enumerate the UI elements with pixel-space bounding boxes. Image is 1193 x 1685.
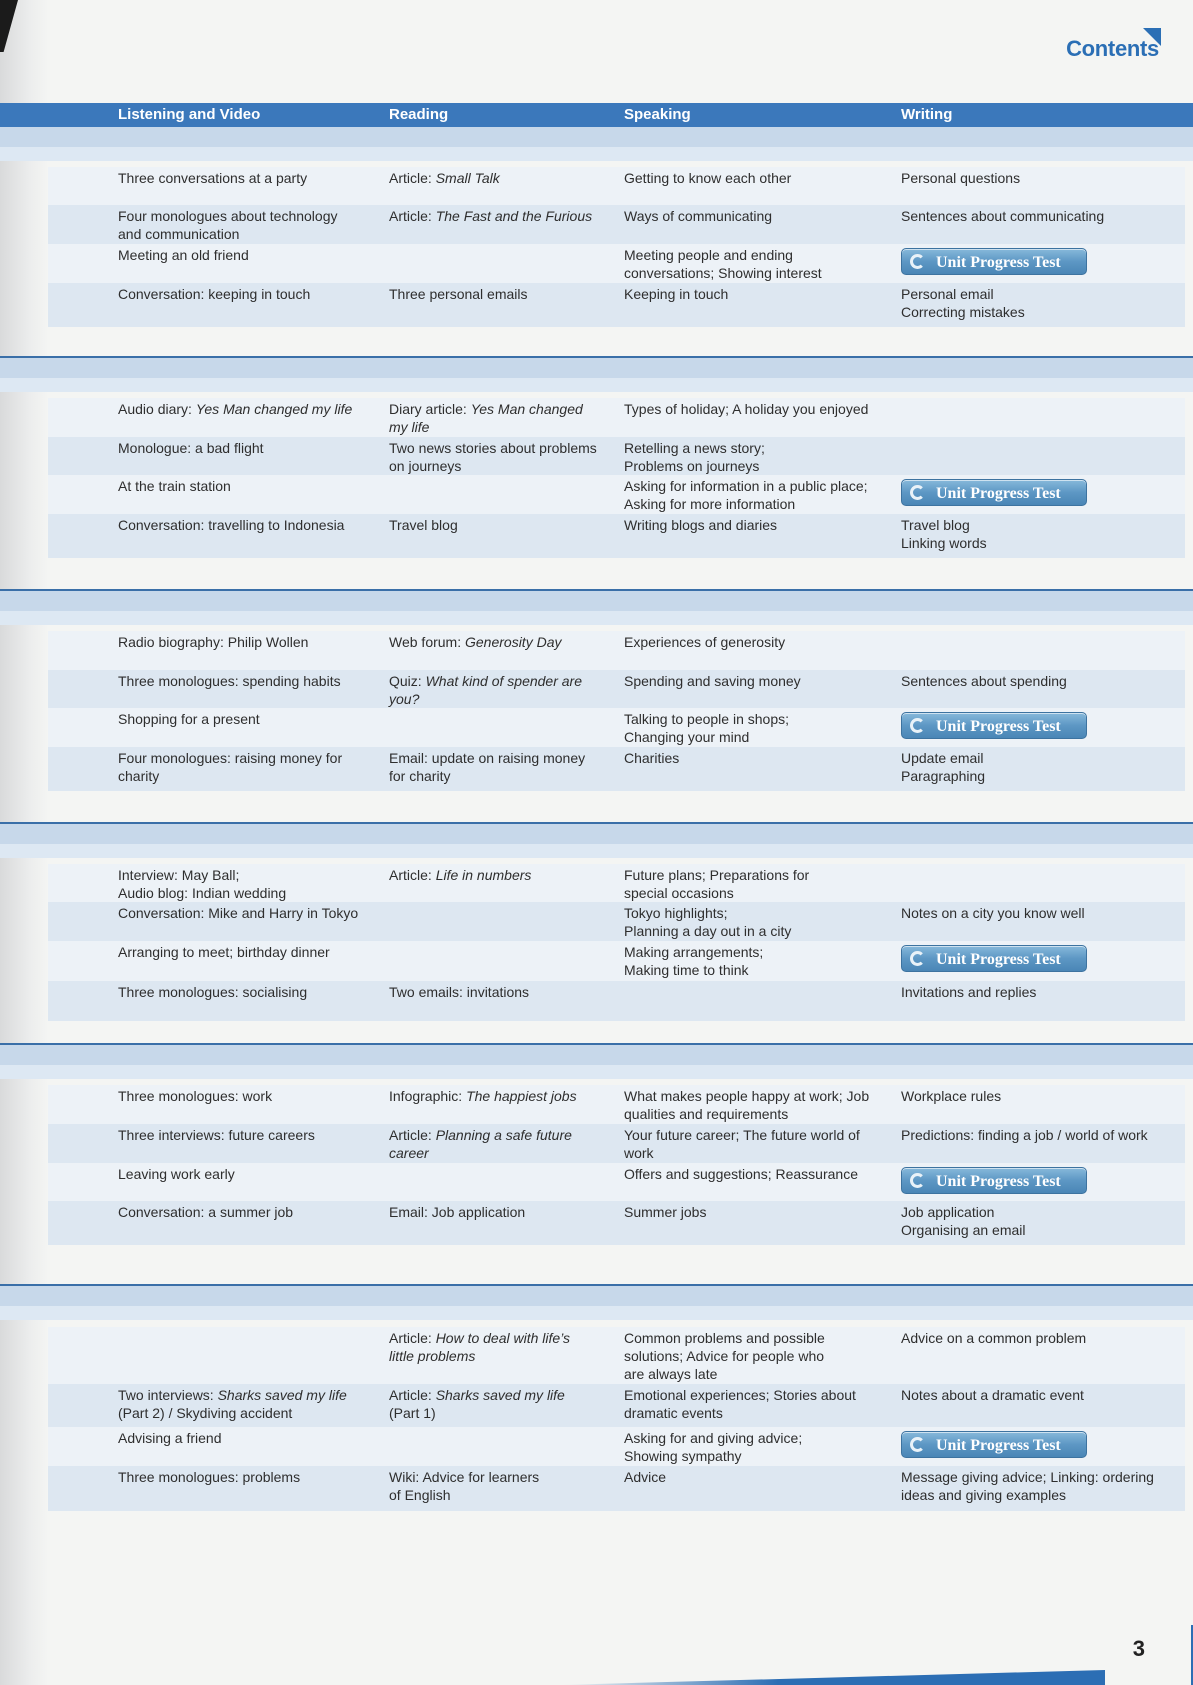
cell-line: [389, 400, 604, 418]
cell-line: Advising a friend: [118, 1430, 222, 1446]
cell-line: Common problems and possible: [624, 1330, 825, 1346]
unit-progress-test-button[interactable]: [901, 1167, 1087, 1194]
text-segment: Article:: [389, 1127, 436, 1143]
table-row: [48, 205, 1185, 244]
italic-title: What kind of spender are: [425, 673, 582, 689]
cell-line: charity: [118, 768, 160, 784]
table-row: [48, 981, 1185, 1021]
cell-line: Conversation: keeping in touch: [118, 286, 311, 302]
writing-cell: [901, 1468, 1176, 1504]
reading-cell: [389, 1203, 604, 1221]
cell-line: on journeys: [389, 458, 462, 474]
cell-line: (Part 1): [389, 1405, 436, 1421]
bottom-accent-bar: [560, 1670, 1105, 1685]
listening-cell: [118, 1429, 383, 1447]
text-segment: Audio diary:: [118, 401, 196, 417]
speaking-cell: [624, 400, 886, 418]
cell-line: Making arrangements;: [624, 944, 764, 960]
cell-line: Three monologues: problems: [118, 1469, 301, 1485]
writing-cell: [901, 207, 1176, 225]
unit-progress-test-button[interactable]: [901, 248, 1087, 275]
listening-cell: [118, 169, 383, 187]
cell-line: Notes on a city you know well: [901, 905, 1085, 921]
cell-line: Predictions: finding a job / world of work: [901, 1127, 1148, 1143]
cell-line: [389, 1386, 604, 1404]
cell-line: Three conversations at a party: [118, 170, 308, 186]
reading-cell: [389, 1386, 604, 1422]
cell-line: Three personal emails: [389, 286, 528, 302]
refresh-circle-icon: [910, 1173, 925, 1188]
cell-line: Writing blogs and diaries: [624, 517, 778, 533]
cell-line: Changing your mind: [624, 729, 750, 745]
reading-cell: [389, 516, 604, 534]
listening-cell: [118, 207, 383, 243]
table-row: [48, 631, 1185, 670]
reading-cell: [389, 207, 604, 225]
cell-line: Paragraphing: [901, 768, 986, 784]
speaking-cell: [624, 516, 886, 534]
writing-cell: [901, 672, 1176, 690]
cell-line: Notes about a dramatic event: [901, 1387, 1084, 1403]
cell-line: Job application: [901, 1204, 995, 1220]
cell-line: Types of holiday; A holiday you enjoyed: [624, 401, 869, 417]
cell-line: Meeting an old friend: [118, 247, 249, 263]
cell-line: Making time to think: [624, 962, 749, 978]
cell-line: Conversation: Mike and Harry in Tokyo: [118, 905, 359, 921]
cell-line: Update email: [901, 750, 984, 766]
cell-line: Meeting people and ending: [624, 247, 793, 263]
cell-line: Ways of communicating: [624, 208, 773, 224]
cell-line: Two emails: invitations: [389, 984, 530, 1000]
table-row: [48, 1384, 1185, 1427]
listening-cell: [118, 904, 383, 922]
reading-cell: [389, 1468, 604, 1504]
speaking-cell: [624, 1386, 886, 1422]
table-row: [48, 437, 1185, 475]
unit-header-band: [0, 358, 1193, 378]
speaking-cell: [624, 633, 886, 651]
listening-cell: [118, 672, 383, 690]
speaking-cell: [624, 1329, 886, 1383]
cell-line: Two news stories about problems: [389, 440, 597, 456]
listening-cell: [118, 1386, 383, 1422]
italic-title: my life: [389, 419, 430, 435]
cell-line: (Part 2) / Skydiving accident: [118, 1405, 293, 1421]
table-row: [48, 283, 1185, 327]
cell-line: and communication: [118, 226, 240, 242]
table-row: [48, 708, 1185, 747]
cell-line: Invitations and replies: [901, 984, 1037, 1000]
cell-line: Interview: May Ball;: [118, 867, 240, 883]
speaking-cell: [624, 710, 886, 746]
cell-line: Planning a day out in a city: [624, 923, 792, 939]
italic-title: The Fast and the Furious: [435, 208, 593, 224]
cell-line: [389, 672, 604, 690]
italic-title: Sharks saved my life: [435, 1387, 565, 1403]
speaking-cell: [624, 1165, 886, 1183]
speaking-cell: [624, 169, 886, 187]
unit-progress-test-button[interactable]: [901, 479, 1087, 506]
cell-line: Three monologues: work: [118, 1088, 273, 1104]
unit-progress-test-label: Unit Progress Test: [936, 951, 1061, 968]
table-row: [48, 747, 1185, 791]
listening-cell: [118, 1087, 383, 1105]
cell-line: Asking for more information: [624, 496, 796, 512]
cell-line: [389, 866, 604, 884]
cell-line: Audio blog: Indian wedding: [118, 885, 287, 901]
cell-line: Future plans; Preparations for: [624, 867, 810, 883]
cell-line: Shopping for a present: [118, 711, 260, 727]
text-segment: Web forum:: [389, 634, 465, 650]
cell-line: Travel blog: [901, 517, 970, 533]
unit-progress-test-label: Unit Progress Test: [936, 254, 1061, 271]
cell-line: Tokyo highlights;: [624, 905, 728, 921]
writing-cell: [901, 169, 1176, 187]
cell-line: Three interviews: future careers: [118, 1127, 315, 1143]
cell-line: Emotional experiences; Stories about: [624, 1387, 856, 1403]
cell-line: [118, 400, 383, 418]
italic-title: How to deal with life’s: [435, 1330, 571, 1346]
unit-progress-test-button[interactable]: [901, 1431, 1087, 1458]
text-segment: Article:: [389, 208, 436, 224]
cell-line: Wiki: Advice for learners: [389, 1469, 540, 1485]
cell-line: What makes people happy at work; Job: [624, 1088, 870, 1104]
listening-cell: [118, 1468, 383, 1486]
text-segment: Article:: [389, 170, 436, 186]
cell-line: Experiences of generosity: [624, 634, 786, 650]
text-segment: Diary article:: [389, 401, 471, 417]
table-row: [48, 902, 1185, 941]
table-row: [48, 475, 1185, 514]
cell-line: Advice: [624, 1469, 667, 1485]
cell-line: work: [624, 1145, 654, 1161]
listening-cell: [118, 633, 383, 651]
reading-cell: [389, 1087, 604, 1105]
italic-title: The happiest jobs: [466, 1088, 577, 1104]
unit-progress-test-label: Unit Progress Test: [936, 1173, 1061, 1190]
writing-cell: [901, 516, 1176, 552]
cell-line: Email: update on raising money: [389, 750, 586, 766]
listening-cell: [118, 983, 383, 1001]
table-row: [48, 670, 1185, 708]
cell-line: dramatic events: [624, 1405, 723, 1421]
table-row: [48, 514, 1185, 558]
listening-cell: [118, 516, 383, 534]
speaking-cell: [624, 246, 886, 282]
unit-header-band: [0, 1286, 1193, 1306]
cell-line: At the train station: [118, 478, 231, 494]
refresh-circle-icon: [910, 951, 925, 966]
writing-cell: [901, 749, 1176, 785]
cell-line: Four monologues: raising money for: [118, 750, 343, 766]
cell-line: Retelling a news story;: [624, 440, 765, 456]
cell-line: Problems on journeys: [624, 458, 760, 474]
cell-line: of English: [389, 1487, 451, 1503]
cell-line: ideas and giving examples: [901, 1487, 1066, 1503]
reading-cell: [389, 749, 604, 785]
cell-line: Asking for and giving advice;: [624, 1430, 803, 1446]
cell-line: Leaving work early: [118, 1166, 235, 1182]
speaking-cell: [624, 749, 886, 767]
unit-progress-test-label: Unit Progress Test: [936, 485, 1061, 502]
italic-title: Sharks saved my life: [217, 1387, 347, 1403]
cell-line: Summer jobs: [624, 1204, 707, 1220]
italic-title: Generosity Day: [465, 634, 562, 650]
cell-line: Advice on a common problem: [901, 1330, 1087, 1346]
cell-line: Talking to people in shops;: [624, 711, 789, 727]
listening-cell: [118, 710, 383, 728]
writing-cell: [901, 904, 1176, 922]
listening-cell: [118, 246, 383, 264]
table-row: [48, 398, 1185, 437]
cell-line: qualities and requirements: [624, 1106, 789, 1122]
cell-line: Workplace rules: [901, 1088, 1002, 1104]
cell-line: conversations; Showing interest: [624, 265, 822, 281]
unit-header-band: [0, 1045, 1193, 1065]
writing-cell: [901, 285, 1176, 321]
cell-line: [389, 1347, 604, 1365]
cell-line: are always late: [624, 1366, 718, 1382]
listening-cell: [118, 866, 383, 902]
cell-line: Personal email: [901, 286, 994, 302]
cell-line: Organising an email: [901, 1222, 1026, 1238]
cell-line: Sentences about spending: [901, 673, 1067, 689]
cell-line: Your future career; The future world of: [624, 1127, 860, 1143]
speaking-cell: [624, 1429, 886, 1465]
italic-title: little problems: [389, 1348, 476, 1364]
speaking-cell: [624, 207, 886, 225]
refresh-circle-icon: [910, 254, 925, 269]
reading-cell: [389, 169, 604, 187]
italic-title: career: [389, 1145, 429, 1161]
cell-line: [389, 1126, 604, 1144]
cell-line: Conversation: travelling to Indonesia: [118, 517, 345, 533]
speaking-cell: [624, 477, 886, 513]
speaking-cell: [624, 866, 886, 902]
italic-title: Yes Man changed: [470, 401, 583, 417]
writing-cell: [901, 1126, 1176, 1144]
cell-line: Conversation: a summer job: [118, 1204, 294, 1220]
italic-title: Yes Man changed my life: [195, 401, 353, 417]
cell-line: [389, 1144, 604, 1162]
cell-line: Travel blog: [389, 517, 458, 533]
writing-cell: [901, 1203, 1176, 1239]
italic-title: you?: [389, 691, 420, 707]
cell-line: [389, 633, 604, 651]
table-row: [48, 1124, 1185, 1163]
unit-subheader-band: [0, 1065, 1193, 1079]
speaking-cell: [624, 285, 886, 303]
cell-line: [118, 1386, 383, 1404]
writing-cell: [901, 1329, 1176, 1347]
cell-line: Monologue: a bad flight: [118, 440, 264, 456]
unit-subheader-band: [0, 844, 1193, 858]
reading-cell: [389, 866, 604, 884]
cell-line: Email: Job application: [389, 1204, 526, 1220]
reading-cell: [389, 1126, 604, 1162]
cell-line: for charity: [389, 768, 451, 784]
speaking-cell: [624, 1203, 886, 1221]
table-row: [48, 1466, 1185, 1511]
speaking-cell: [624, 1468, 886, 1486]
table-row: [48, 941, 1185, 981]
cell-line: Message giving advice; Linking: ordering: [901, 1469, 1154, 1485]
speaking-cell: [624, 943, 886, 979]
unit-header-band: [0, 127, 1193, 147]
unit-subheader-band: [0, 378, 1193, 392]
unit-progress-test-button[interactable]: [901, 945, 1087, 972]
unit-progress-test-label: Unit Progress Test: [936, 1437, 1061, 1454]
cell-line: Spending and saving money: [624, 673, 801, 689]
listening-cell: [118, 749, 383, 785]
cell-line: Charities: [624, 750, 680, 766]
reading-cell: [389, 439, 604, 475]
speaking-cell: [624, 1087, 886, 1123]
cell-line: [389, 418, 604, 436]
text-segment: Article:: [389, 1387, 436, 1403]
listening-cell: [118, 1165, 383, 1183]
column-header-listening: Listening and Video: [118, 106, 261, 123]
cell-line: Three monologues: socialising: [118, 984, 308, 1000]
writing-cell: [901, 1386, 1176, 1404]
unit-progress-test-label: Unit Progress Test: [936, 718, 1061, 735]
italic-title: Small Talk: [435, 170, 500, 186]
table-row: [48, 864, 1185, 902]
table-row: [48, 1327, 1185, 1384]
cell-line: [389, 1329, 604, 1347]
refresh-circle-icon: [910, 485, 925, 500]
table-row: [48, 1085, 1185, 1124]
cell-line: [389, 1087, 604, 1105]
cell-line: Offers and suggestions; Reassurance: [624, 1166, 858, 1182]
cell-line: Correcting mistakes: [901, 304, 1025, 320]
page-title: Contents: [1066, 36, 1159, 61]
cell-line: Radio biography: Philip Wollen: [118, 634, 309, 650]
listening-cell: [118, 943, 383, 961]
reading-cell: [389, 285, 604, 303]
listening-cell: [118, 439, 383, 457]
refresh-circle-icon: [910, 718, 925, 733]
unit-subheader-band: [0, 611, 1193, 625]
listening-cell: [118, 1203, 383, 1221]
writing-cell: [901, 1087, 1176, 1105]
table-row: [48, 1163, 1185, 1201]
cell-line: [389, 690, 604, 708]
unit-subheader-band: [0, 1306, 1193, 1320]
cell-line: [389, 207, 604, 225]
column-header-speaking: Speaking: [624, 106, 691, 123]
unit-subheader-band: [0, 147, 1193, 161]
column-header-reading: Reading: [389, 106, 449, 123]
column-header-writing: Writing: [901, 106, 953, 123]
cell-line: Asking for information in a public place;: [624, 478, 868, 494]
cell-line: Personal questions: [901, 170, 1021, 186]
italic-title: Planning a safe future: [435, 1127, 572, 1143]
speaking-cell: [624, 1126, 886, 1162]
speaking-cell: [624, 439, 886, 475]
italic-title: Life in numbers: [435, 867, 532, 883]
cell-line: Showing sympathy: [624, 1448, 742, 1464]
unit-progress-test-button[interactable]: [901, 712, 1087, 739]
unit-header-band: [0, 824, 1193, 844]
refresh-circle-icon: [910, 1437, 925, 1452]
listening-cell: [118, 400, 383, 418]
reading-cell: [389, 633, 604, 651]
text-segment: Quiz:: [389, 673, 426, 689]
unit-header-band: [0, 591, 1193, 611]
cell-line: [389, 169, 604, 187]
cell-line: special occasions: [624, 885, 734, 901]
page-number: 3: [1132, 1636, 1145, 1661]
speaking-cell: [624, 672, 886, 690]
cell-line: solutions; Advice for people who: [624, 1348, 825, 1364]
cell-line: Four monologues about technology: [118, 208, 338, 224]
text-segment: Two interviews:: [118, 1387, 218, 1403]
cell-line: Linking words: [901, 535, 987, 551]
reading-cell: [389, 400, 604, 436]
reading-cell: [389, 983, 604, 1001]
cell-line: Getting to know each other: [624, 170, 792, 186]
table-row: [48, 244, 1185, 283]
writing-cell: [901, 983, 1176, 1001]
table-row: [48, 167, 1185, 205]
text-segment: Infographic:: [389, 1088, 467, 1104]
cell-line: Three monologues: spending habits: [118, 673, 341, 689]
speaking-cell: [624, 904, 886, 940]
listening-cell: [118, 477, 383, 495]
cell-line: Sentences about communicating: [901, 208, 1105, 224]
listening-cell: [118, 285, 383, 303]
text-segment: Article:: [389, 867, 436, 883]
table-row: [48, 1201, 1185, 1245]
cell-line: Keeping in touch: [624, 286, 729, 302]
reading-cell: [389, 1329, 604, 1365]
reading-cell: [389, 672, 604, 708]
text-segment: Article:: [389, 1330, 436, 1346]
cell-line: Arranging to meet; birthday dinner: [118, 944, 330, 960]
listening-cell: [118, 1126, 383, 1144]
table-row: [48, 1427, 1185, 1466]
